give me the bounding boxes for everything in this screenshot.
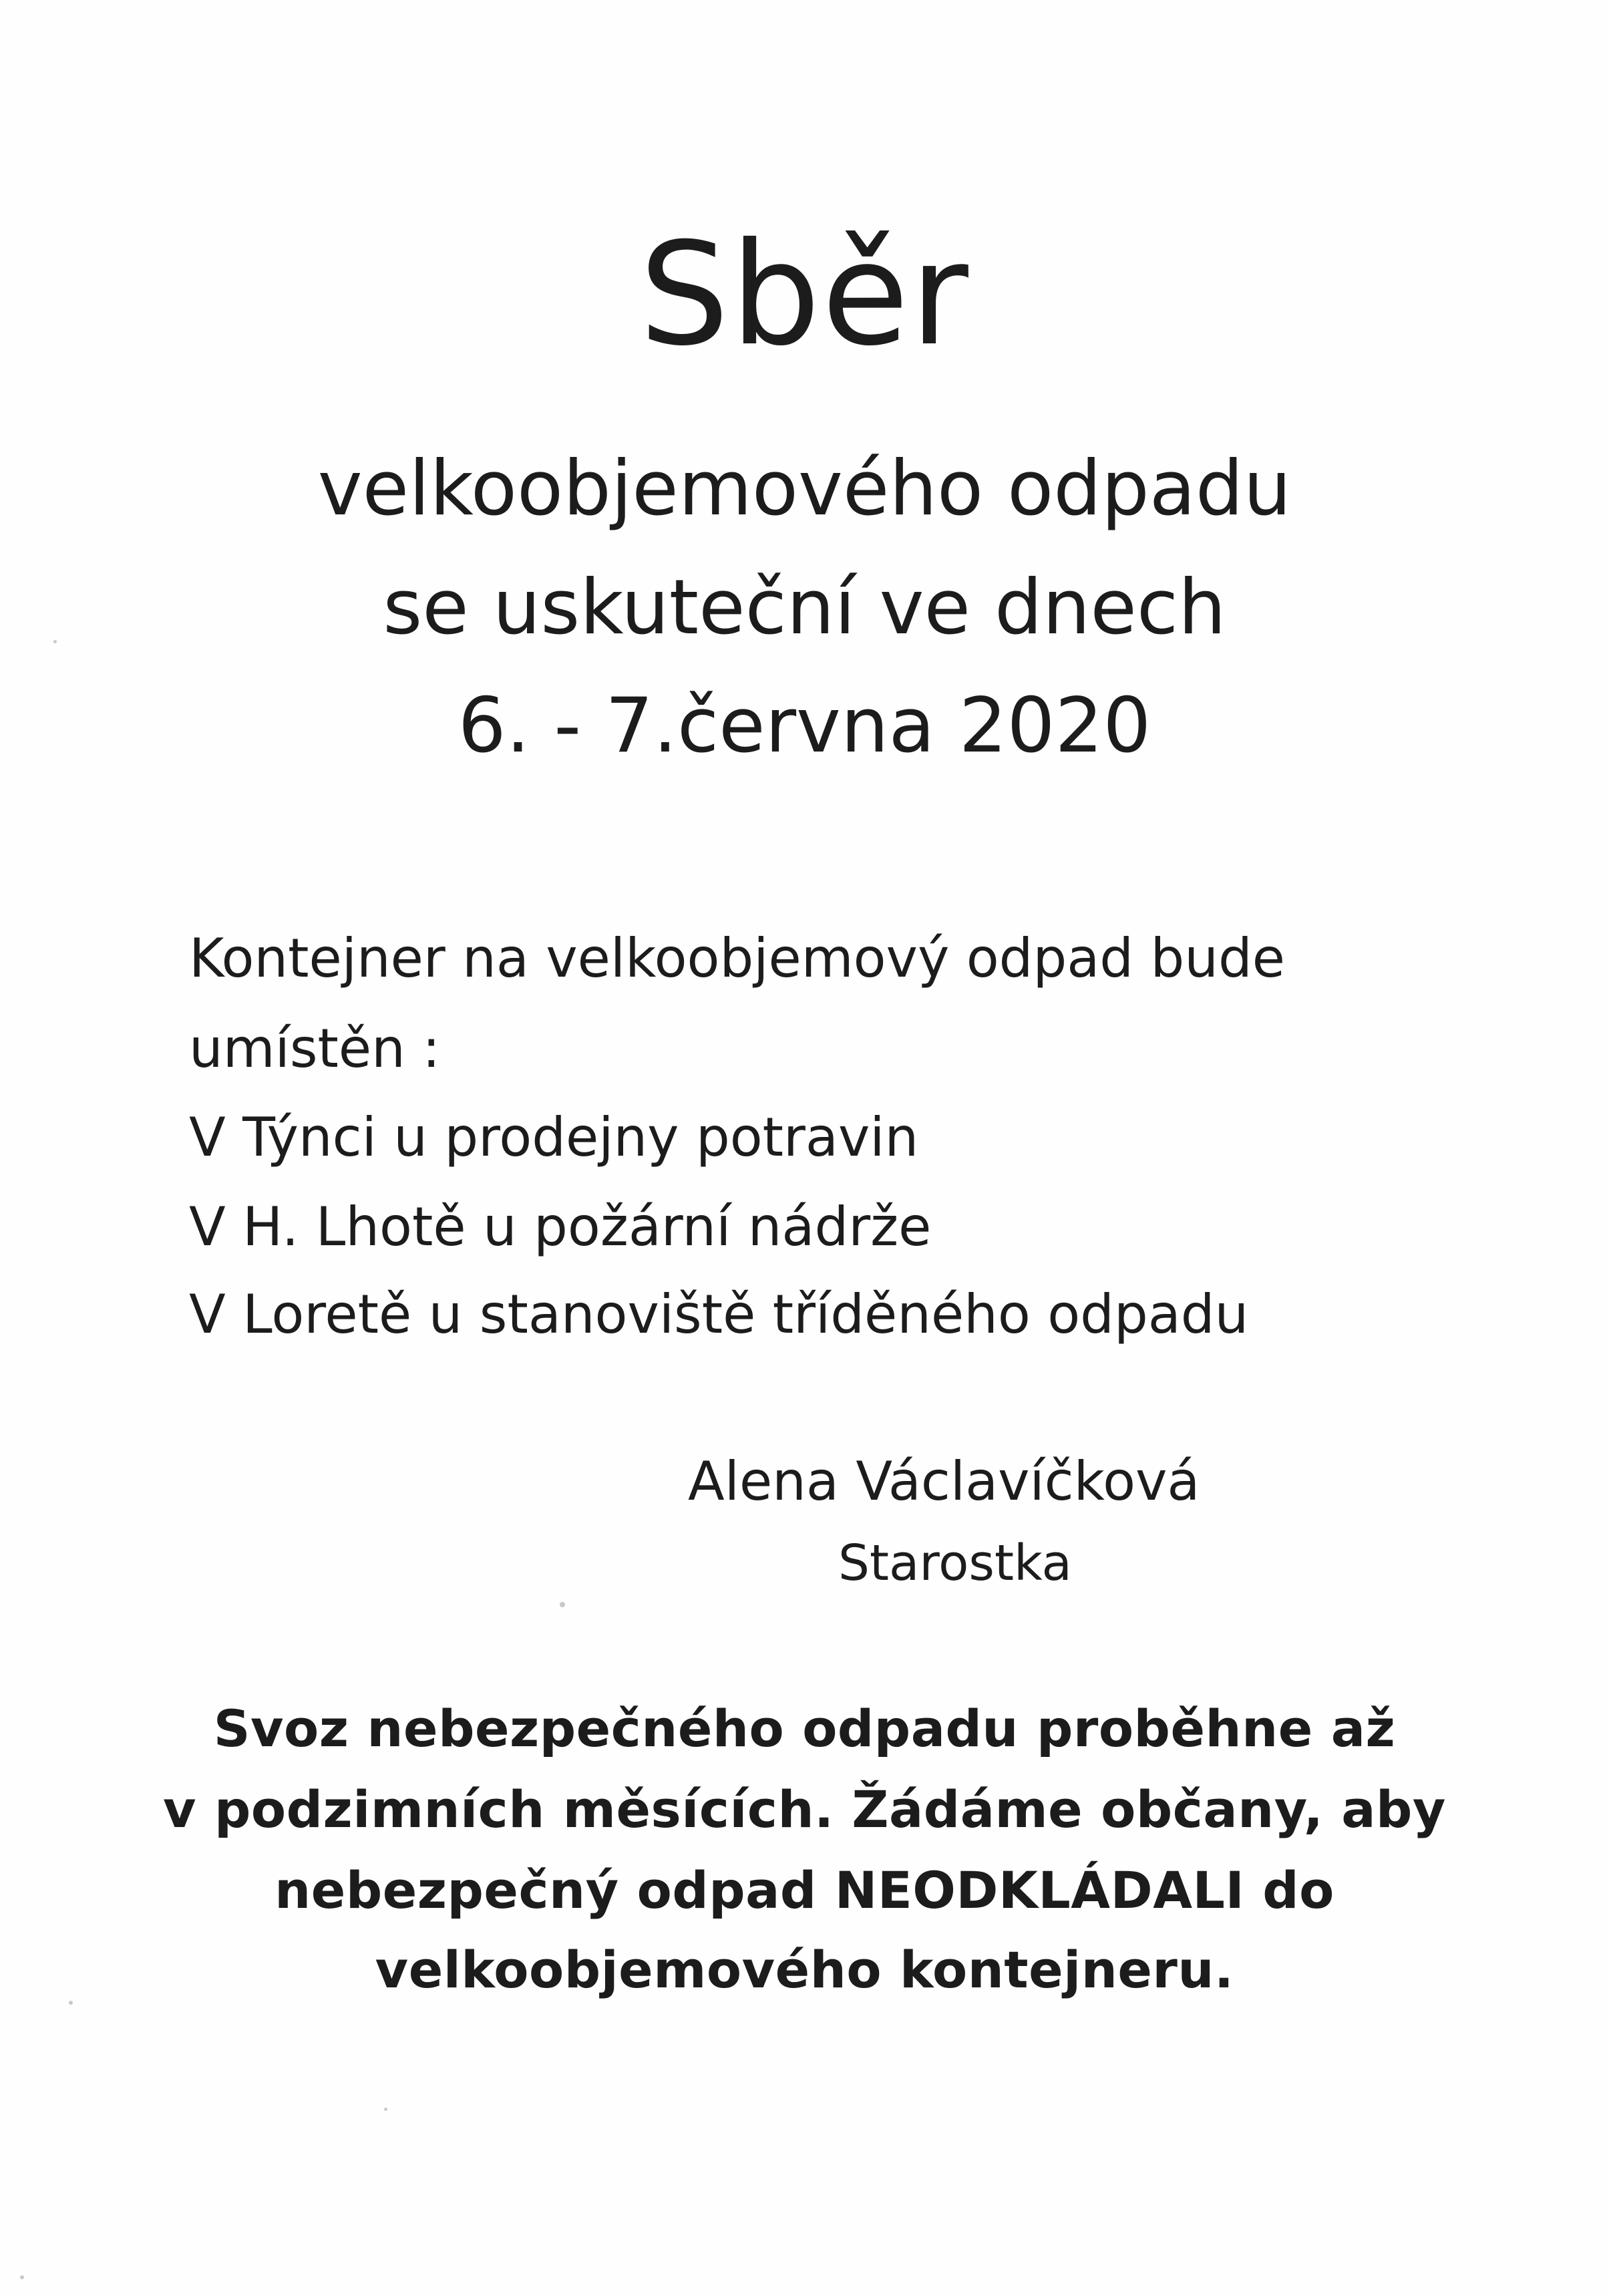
location-tynec: V Týnci u prodejny potravin [189,1106,919,1168]
notice-line-4: velkoobjemového kontejneru. [375,1940,1234,1999]
subtitle-date-line: 6. - 7.června 2020 [458,681,1151,770]
notice-line-1: Svoz nebezpečného odpadu proběhne až [213,1699,1396,1758]
signature-role: Starostka [838,1534,1072,1592]
notice-line-2: v podzimních měsících. Žádáme občany, aby [163,1780,1446,1839]
page-title: Sběr [639,212,970,377]
subtitle-line-1: velkoobjemového odpadu [317,444,1292,532]
signature-name: Alena Václavíčková [688,1450,1200,1512]
subtitle-line-2: se uskuteční ve dnech [383,563,1226,651]
body-line-1: Kontejner na velkoobjemový odpad bude [189,927,1285,989]
scan-speck [69,2001,73,2005]
scan-speck [560,1602,565,1607]
scan-speck [53,640,57,643]
body-line-2: umístěn : [189,1017,441,1080]
scan-speck [384,2108,387,2111]
scan-speck [20,2275,24,2279]
location-h-lhota: V H. Lhotě u požární nádrže [189,1196,932,1258]
location-loreta: V Loretě u stanoviště tříděného odpadu [189,1283,1249,1345]
notice-line-3: nebezpečný odpad NEODKLÁDALI do [275,1860,1334,1920]
